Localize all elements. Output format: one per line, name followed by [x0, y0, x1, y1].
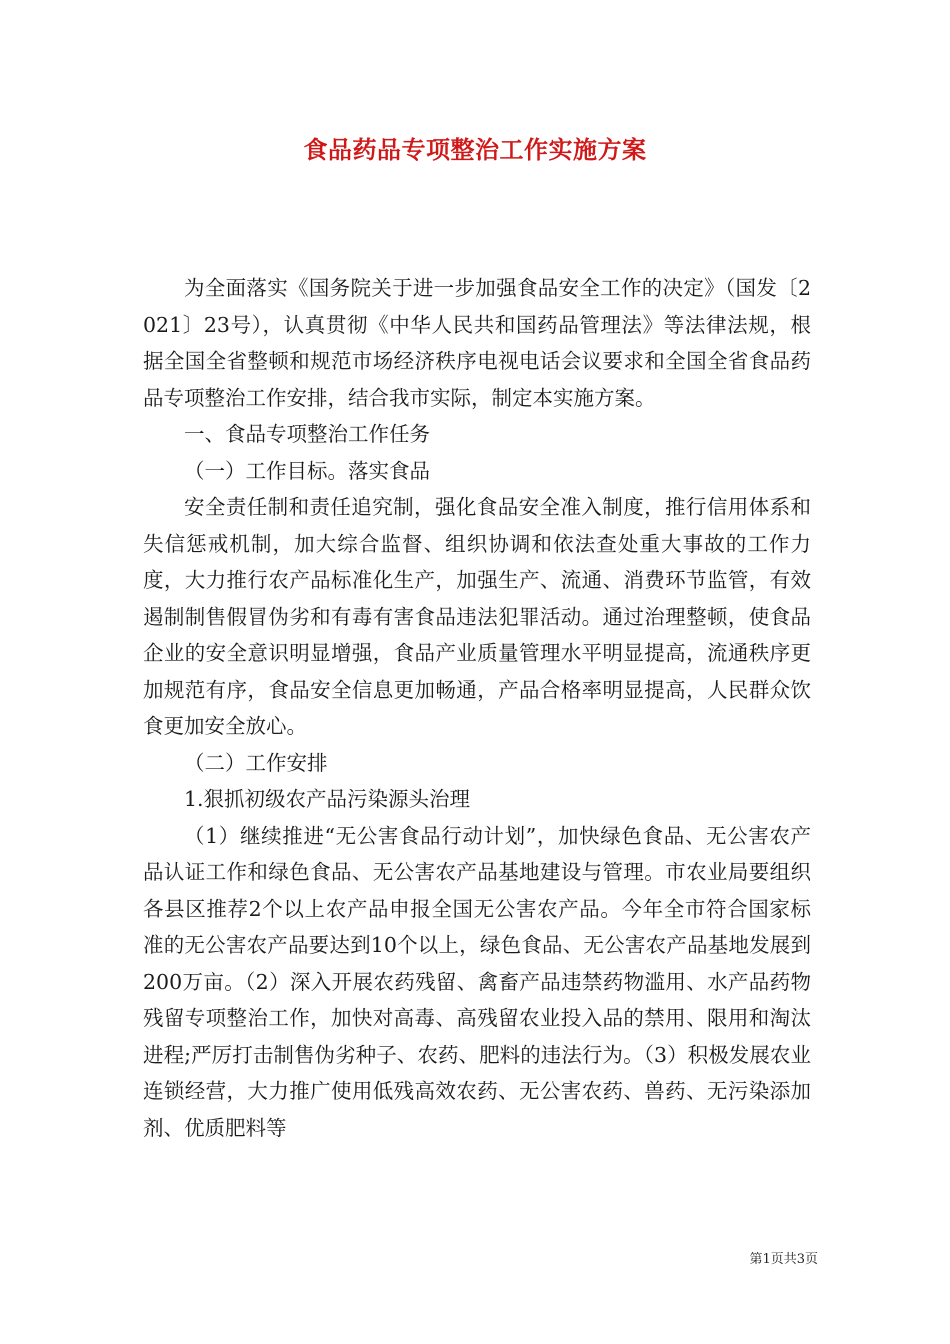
document-title: 食品药品专项整治工作实施方案	[303, 135, 647, 164]
paragraph-measures: （1）继续推进“无公害食品行动计划”，加快绿色食品、无公害农产品认证工作和绿色食品、无公害农产品基地建设与管理。市农业局要组织各县区推荐2个以上农产品申报全国无公害农产品。今年全市符合国家标准的无公害农产品要达到10个以上，绿色食品、无公害农产品基地发展到200万亩。（2）深入开展农药残留、禽畜产品违禁药物滥用、水产品药物残留专项整治工作，加快对高毒、高残留农业投入品的禁用、限用和淘汰进程;严厉打击制售伪劣种子、农药、肥料的违法行为。（3）积极发展农业连锁经营，大力推广使用低残高效农药、无公害农药、兽药、无污染添加剂、优质肥料等	[143, 823, 811, 1140]
item-heading-1: 1.狠抓初级农产品污染源头治理	[184, 787, 471, 811]
section-heading-1: 一、食品专项整治工作任务	[184, 422, 430, 446]
page-number: 第1页共3页	[749, 1252, 818, 1267]
subsection-heading-2: （二）工作安排	[184, 750, 328, 775]
subsection-heading-1: （一）工作目标。落实食品	[184, 458, 430, 483]
paragraph-goals: 安全责任制和责任追究制，强化食品安全准入制度，推行信用体系和失信惩戒机制，加大综合监督、组织协调和依法查处重大事故的工作力度，大力推行农产品标准化生产，加强生产、流通、消费环节监管，有效遏制制售假冒伪劣和有毒有害食品违法犯罪活动。通过治理整顿，使食品企业的安全意识明显增强，食品产业质量管理水平明显提高，流通秩序更加规范有序，食品安全信息更加畅通，产品合格率明显提高，人民群众饮食更加安全放心。	[143, 495, 811, 738]
paragraph-intro: 为全面落实《国务院关于进一步加强食品安全工作的决定》（国发〔2021〕23号），认真贯彻《中华人民共和国药品管理法》等法律法规，根据全国全省整顿和规范市场经济秩序电视电话会议要求和全国全省食品药品专项整治工作安排，结合我市实际，制定本实施方案。	[143, 276, 811, 410]
document-body	[143, 270, 811, 1146]
